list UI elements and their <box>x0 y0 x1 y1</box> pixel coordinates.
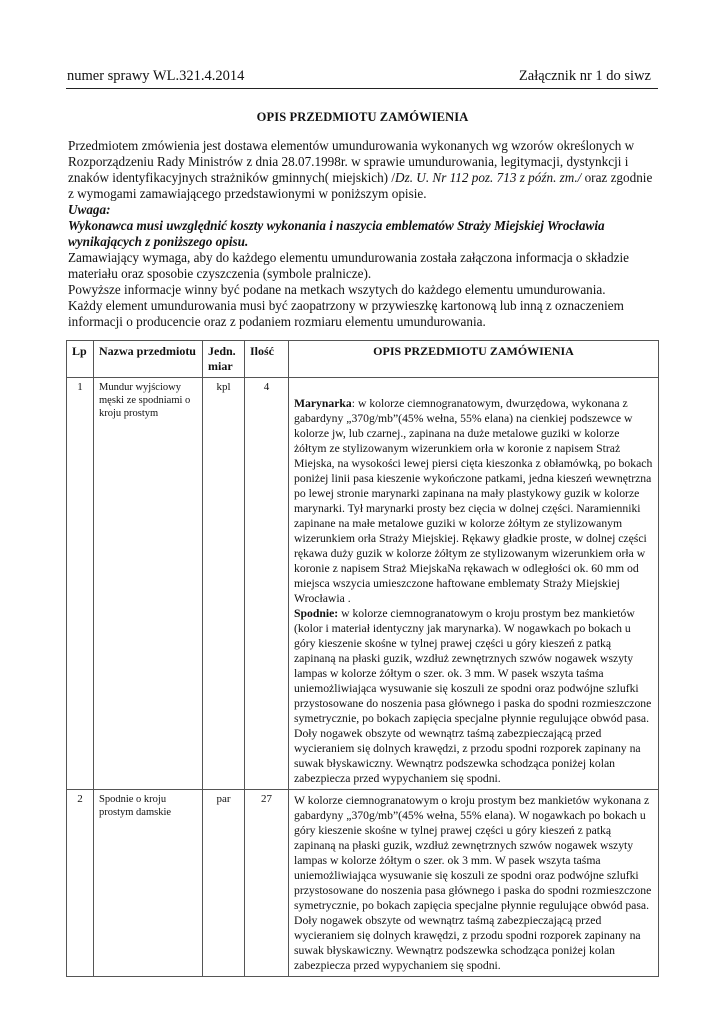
row-nazwa: Spodnie o kroju prostym damskie <box>94 790 203 977</box>
header-lp: Lp <box>67 341 94 378</box>
tag-paragraph: Każdy element umundurowania musi być zaopatrzony w przywieszkę kartonową lub inną z oznaczeniem informacji o producencie oraz z podaniem rozmiaru elementu umundurowania. <box>68 298 624 329</box>
row-lp: 2 <box>67 790 94 977</box>
row-description <box>289 378 659 790</box>
page-header <box>67 68 657 90</box>
annex-label: Załącznik nr 1 do siwz <box>518 68 651 84</box>
row-nazwa: Mundur wyjściowy męski ze spodniami o kroju prostym <box>94 378 203 790</box>
header-jm: Jedn. miar <box>203 341 245 378</box>
table-row <box>67 378 659 790</box>
note-text: Wykonawca musi uwzględnić koszty wykonania i naszycia emblematów Straży Miejskiej Wrocławia wynikających z poniższego opisu. <box>68 218 605 249</box>
header-rule <box>66 88 658 89</box>
legal-reference: Dz. U. Nr 112 poz. 713 z późn. zm./ <box>395 170 582 185</box>
labels-paragraph: Powyższe informacje winny być podane na metkach wszytych do każdego elementu umundurowania. <box>68 282 606 297</box>
intro-section <box>68 138 658 330</box>
row-ilosc: 27 <box>245 790 289 977</box>
document-title: OPIS PRZEDMIOTU ZAMÓWIENIA <box>256 110 469 124</box>
intro-text-end: oraz zgodnie z wymogami zamawiającego przedstawionymi w poniższym opisie. <box>68 170 653 201</box>
table-row <box>67 790 659 977</box>
note-label: Uwaga: <box>68 202 111 217</box>
row-jm: kpl <box>203 378 245 790</box>
row-jm: par <box>203 790 245 977</box>
header-ilosc: Ilość <box>245 341 289 378</box>
case-number: numer sprawy WL.321.4.2014 <box>67 68 245 84</box>
marynarka-label: Marynarka <box>294 397 352 410</box>
row-ilosc: 4 <box>245 378 289 790</box>
requirement-paragraph: Zamawiający wymaga, aby do każdego elementu umundurowania została załączona informacja o składzie materiału oraz sposobie czyszczenia (symbole pralnicze). <box>68 250 629 281</box>
header-opis: OPIS PRZEDMIOTU ZAMÓWIENIA <box>289 341 659 378</box>
intro-paragraph <box>68 138 658 202</box>
spodnie-label: Spodnie: <box>294 607 339 620</box>
intro-text: Przedmiotem zmówienia jest dostawa elementów umundurowania wykonanych wg wzorów określonych w Rozporządzeniu Rady Ministrów z dnia 28.07.1998r. w sprawie umundurowania, legitymacji, dystynkcji i znaków identyfikacyjnych strażników gminnych( miejskich) / <box>68 138 635 185</box>
row-description: W kolorze ciemnogranatowym o kroju prostym bez mankietów wykonana z gabardyny „370g/mb”(45% wełna, 55% elana). W nogawkach po bokach u góry kieszenie skośne w tylnej prawej części u góry kieszeń z patką zapinaną na płaski guzik, wzdłuż zewnętrznych szwów nogawek wszyty lampas w kolorze żółtym o szer. ok 3 mm. W pasek wszyta taśma uniemożliwiająca wysuwanie się koszuli ze spodni oraz podwójne szlufki przystosowane do noszenia pasa głównego i paska do spodni rozmieszczone symetrycznie, po bokach zapięcia specjalne płynnie regulujące obwód pasa. Doły nogawek obszyte od wewnątrz taśmą zabezpieczającą przed wycieraniem się dolnych krawędzi, z przodu spodni rozporek zapinany na suwak błyskawiczny. Wewnątrz podszewka schodząca poniżej kolan zabezpiecza przed wypychaniem się spodni. <box>289 790 659 977</box>
header-nazwa: Nazwa przedmiotu <box>94 341 203 378</box>
marynarka-text: : w kolorze ciemnogranatowym, dwurzędowa, wykonana z gabardyny „370g/mb”(45% wełna, 55% elana) na cienkiej podszewce w kolorze jw, lub czarnej., zapinana na duże metalowe guziki w kolorze żółtym ze stylizowanym wizerunkiem orła w koronie z napisem Straż Miejska, na wysokości lewej piersi cięta kieszonka z obłamówką, po bokach poniżej linii pasa kieszenie wykończone patkami, jedna kieszeń wewnętrzna po lewej stronie marynarki zapinana na mały plastykowy guzik w kolorze marynarki. Tył marynarki prosty bez cięcia w dolnej części. Naramienniki zapinane na małe metalowe guziki w kolorze żółtym ze stylizowanym wizerunkiem orła Straży Miejskiej. Rękawy gładkie proste, w dolnej części rękawa duży guzik w kolorze żółtym ze stylizowanym wizerunkiem orła w koronie z napisem Straż MiejskaNa rękawach w odległości ok. 60 mm od miejsca wszycia umieszczone haftowane emblematy Straży Miejskiej Wrocławia . <box>294 397 653 605</box>
row-lp: 1 <box>67 378 94 790</box>
items-table <box>66 340 659 977</box>
spodnie-text: w kolorze ciemnogranatowym o kroju prostym bez mankietów (kolor i materiał identyczny jak marynarka). W nogawkach po bokach u góry kieszenie skośne w tylnej prawej części u góry kieszeń z patką zapinaną na płaski guzik, wzdłuż zewnętrznych szwów nogawek wszyty lampas w kolorze żółtym o szer. ok. 3 mm. W pasek wszyta taśma uniemożliwiająca wysuwanie się koszuli ze spodni oraz podwójne szlufki przystosowane do noszenia pasa głównego i paska do spodni rozmieszczone symetrycznie, po bokach zapięcia specjalne płynnie regulujące obwód pasa. Doły nogawek obszyte od wewnątrz taśmą zabezpieczającą przed wycieraniem się dolnych krawędzi, z przodu spodni rozporek zapinany na suwak błyskawiczny. Wewnątrz podszewka schodząca poniżej kolan zabezpiecza przed wypychaniem się spodni. <box>294 607 652 785</box>
table-header-row <box>67 341 659 378</box>
